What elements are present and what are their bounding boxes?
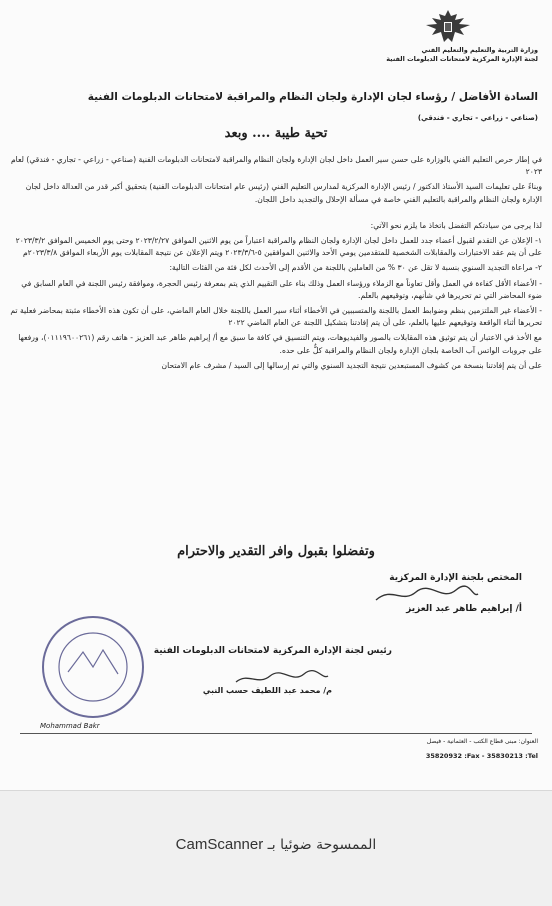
footer-divider [20,733,532,734]
scanner-brand: CamScanner [175,836,264,853]
ministry-line-2: لجنة الإدارة المركزية لامتحانات الدبلومات الفنية [386,55,538,63]
ministry-line-1: وزارة التربية والتعليم والتعليم الفني [421,46,538,54]
intro-paragraph-2: وبناءً على تعليمات السيد الأستاذ الدكتور / رئيس الإدارة المركزية لمدارس التعليم الفني (رئيس عام امتحانات الدبلومات الفنية) بتحقيق أكبر قدر من العدالة داخل لجان الإدارة ولجان النظام والمراقبة بالتعليم الفني خاصة في مسألة الإحلال والتجديد داخل اللجان. [25,182,542,204]
closing-line: وتفضلوا بقبول وافر التقدير والاحترام [177,544,375,559]
addressee: السادة الأفاضل / رؤساء لجان الإدارة ولجان النظام والمراقبة لامتحانات الدبلومات الفنية [87,91,538,103]
final-paragraph: على أن يتم إفادتنا بنسخة من كشوف المستبعدين نتيجة التجديد السنوي والتي تم إرسالها إلى السيد / مشرف عام الامتحان [161,360,542,370]
official-stamp-icon [38,612,148,722]
signer-2-name: م/ محمد عبد اللطيف حسب النبي [202,686,332,695]
note-paragraph: مع الأخذ في الاعتبار أن يتم توثيق هذه المقابلات بالصور والفيديوهات، ويتم التنسيق في كافة ما سبق مع أ/ إبراهيم طاهر عبد العزيز - هاتف رقم (٠١١١٩٦٠٠٢٦١)، ورفعها على جروبات الواتس آب الخاصة بلجان الإدارة ولجان النظام والمراقبة كلٌّ على حده. [18,333,542,355]
item-2-sub-b: - الأعضاء غير الملتزمين بنظم وضوابط العمل باللجنة والمتسببين في الأخطاء أثناء سير العمل باللجنة خلال العام الماضي، على أن تكون هذه الأخطاء مثبتة بمحاضر فعلية تم تحريرها أثناء الواقعة وتوقيعهم عليها بالعلم، على أن يتم إفادتنا بتشكيل اللجنة عن العام الماضي ٢٠٢٢ [10,306,542,328]
request-line: لذا يرجى من سيادتكم التفضل باتخاذ ما يلزم نحو الآتي: [370,220,542,230]
scanner-watermark [0,836,552,853]
signer-1-name: أ/ إبراهيم طاهر عبد العزيز [406,604,522,614]
greeting: تحية طيبة .... وبعد [224,126,328,141]
item-2: ٢- مراعاة التجديد السنوي بنسبة لا تقل عن ٣٠ % من العاملين باللجنة من الأقدم إلى الأحدث لكل فئة من الفئات التالية: [169,263,542,273]
diploma-types: (صناعي - زراعي - تجاري - فندقي) [417,114,538,122]
signer-2-title: رئيس لجنة الإدارة المركزية لامتحانات الدبلومات الفنية [153,646,392,656]
intro-paragraph-1: في إطار حرص التعليم الفني بالوزارة على حسن سير العمل داخل لجان الإدارة ولجان النظام والمراقبة لامتحانات الدبلومات الفنية (صناعي - زراعي - تجاري - فندقي) لعام ٢٠٢٣ [10,155,542,177]
scanner-prefix: الممسوحة ضوئيا بـ [267,837,377,853]
typist-name: Mohammad Bakr [40,722,100,730]
footer-address: العنوان: مبنى قطاع الكتب - العثمانية - فيصل [426,738,538,745]
item-2-sub-a: - الأعضاء الأقل كفاءة في العمل وأقل تعاوناً مع الزملاء ورؤساء العمل وذلك بناء على التقييم الذي يتم بمعرفة رئيس الحجرة، وموافقة رئيس اللجنة في العام السابق في ضوء المحاضر التي تم تحريرها في شأنهم، وتوقيعهم بالعلم. [21,278,542,300]
signature-2-icon [232,668,332,688]
item-1: ١- الإعلان عن التقدم لقبول أعضاء جدد للعمل داخل لجان الإدارة ولجان النظام والمراقبة اعتباراً من يوم الاثنين الموافق ٢٠٢٣/٢/٢٧ وحتى يوم الخميس الموافق ٢٠٢٣/٣/٢ على أن يتم عقد الاختبارات والمقابلات الشخصية للمتقدمين يومي الأحد والاثنين الموافقين ٥-٢٠٢٣/٣/٦ ويتم الإعلان عن نتيجة المقابلات يوم الأربعاء الموافق ٢٠٢٣/٣/٨م [15,236,542,258]
signature-1-icon [372,584,482,606]
footer-phones: 35820932 :Fax - 35830213 :Tel [425,752,538,760]
signer-1-title: المختص بلجنة الإدارة المركزية [389,573,522,583]
eagle-emblem-icon [424,8,472,46]
letter-body [10,154,542,375]
ministry-header [318,46,538,64]
